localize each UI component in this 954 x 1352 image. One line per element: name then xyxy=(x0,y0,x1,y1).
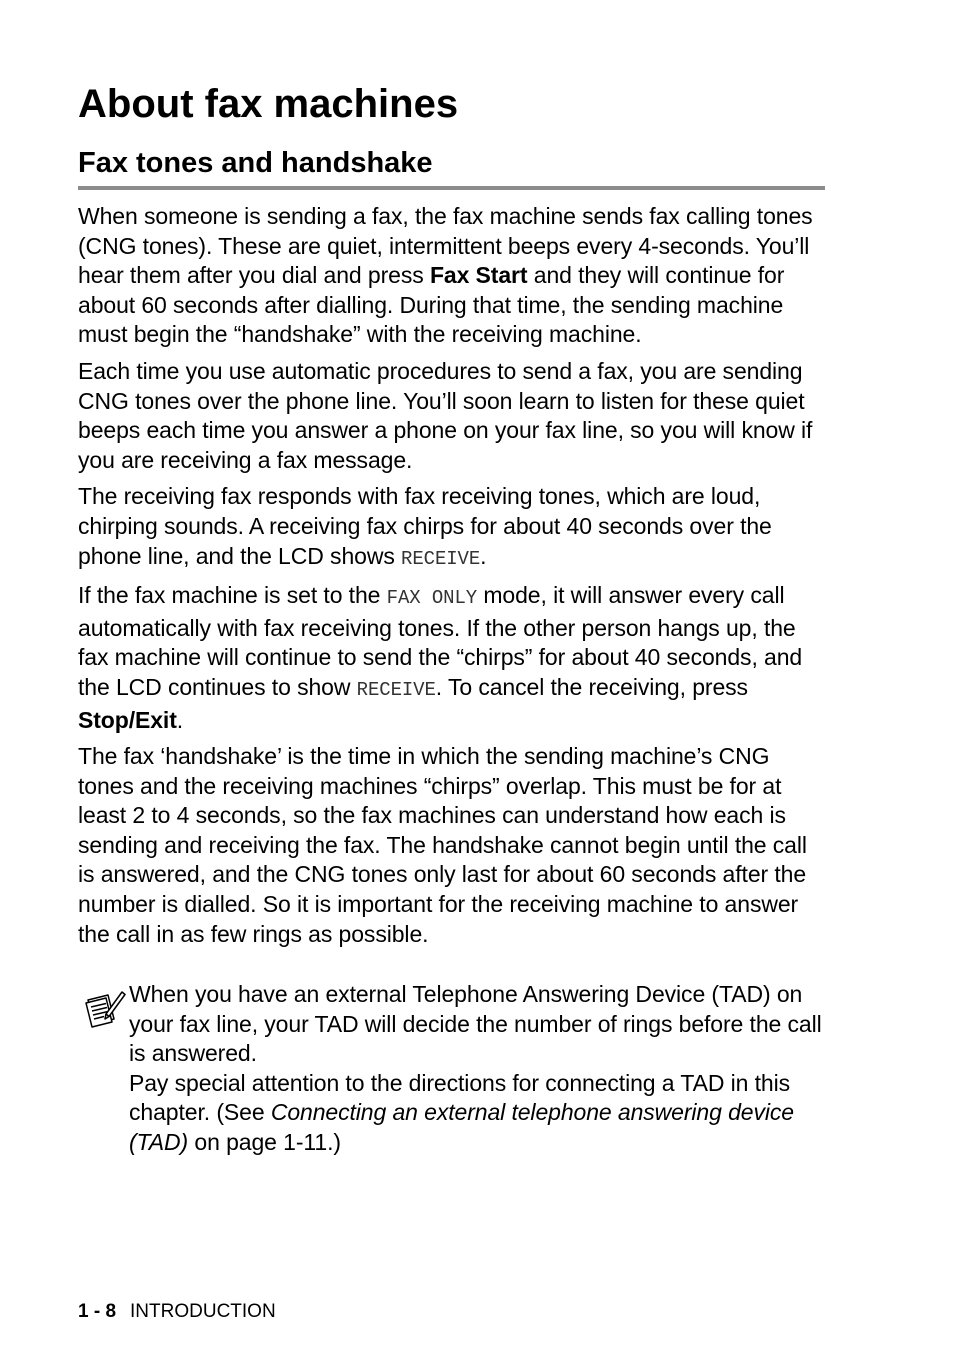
stop-exit-key: Stop/Exit xyxy=(78,706,177,733)
page-number: 1 - 8 xyxy=(78,1301,117,1322)
lcd-message-receive: RECEIVE xyxy=(356,678,436,701)
paragraph-receiving-tones: The receiving fax responds with fax receiving tones, which are loud, chirping sounds. A receiving fax chirps for about 40 seconds over the phone line, and the LCD shows RECEIVE. xyxy=(78,483,772,570)
cross-reference-link: Connecting an external telephone answering device (TAD) xyxy=(129,1099,794,1155)
paragraph-automatic-procedures: Each time you use automatic procedures to send a fax, you are sending CNG tones over the phone line. You’ll soon learn to listen for these quiet beeps each time you answer a phone on your fax line, so you will know if you are receiving a fax message. xyxy=(78,357,813,473)
note-line-tad-directions: Pay special attention to the directions for connecting a TAD in this chapter. (See Connecting an external telephone answering device (TAD) on page 1-11.) xyxy=(129,1069,794,1155)
lcd-message-receive: RECEIVE xyxy=(401,547,481,570)
note-pencil-icon xyxy=(84,988,126,1028)
page-footer xyxy=(78,1300,276,1324)
body-text xyxy=(78,202,826,956)
section-heading: Fax tones and handshake xyxy=(78,147,433,179)
paragraph-cng-tones: When someone is sending a fax, the fax machine sends fax calling tones (CNG tones). These are quiet, intermittent beeps every 4-seconds. You’ll hear them after you dial and press Fax Start and they will continue for about 60 seconds after dialling. During that time, the sending machine must begin the “handshake” with the receiving machine. xyxy=(78,203,813,348)
fax-start-key: Fax Start xyxy=(429,262,528,289)
note-text xyxy=(129,980,829,1158)
paragraph-handshake: The fax ‘handshake’ is the time in which the sending machine’s CNG tones and the receiving machines “chirps” overlap. This must be for at least 2 to 4 seconds, so the fax machines can understand how each is sending and receiving the fax. The handshake cannot begin until the call is answered, and the CNG tones only last for about 60 seconds after the number is dialled. So it is important for the receiving machine to answer the call in as few rings as possible. xyxy=(78,743,807,947)
mode-fax-only: FAX ONLY xyxy=(386,587,478,610)
paragraph-fax-only-mode: If the fax machine is set to the FAX ONLY mode, it will answer every call automatically with fax receiving tones. If the other person hangs up, the fax machine will continue to send the “chirps” for about 40 seconds, and the LCD continues to show RECEIVE. To cancel the receiving, press Stop/Exit. xyxy=(78,582,803,733)
chapter-name: INTRODUCTION xyxy=(130,1301,276,1322)
section-divider xyxy=(78,186,825,190)
note-line-tad-rings: When you have an external Telephone Answering Device (TAD) on your fax line, your TAD will decide the number of rings before the call is answered. xyxy=(129,981,822,1067)
page-title: About fax machines xyxy=(78,82,459,126)
